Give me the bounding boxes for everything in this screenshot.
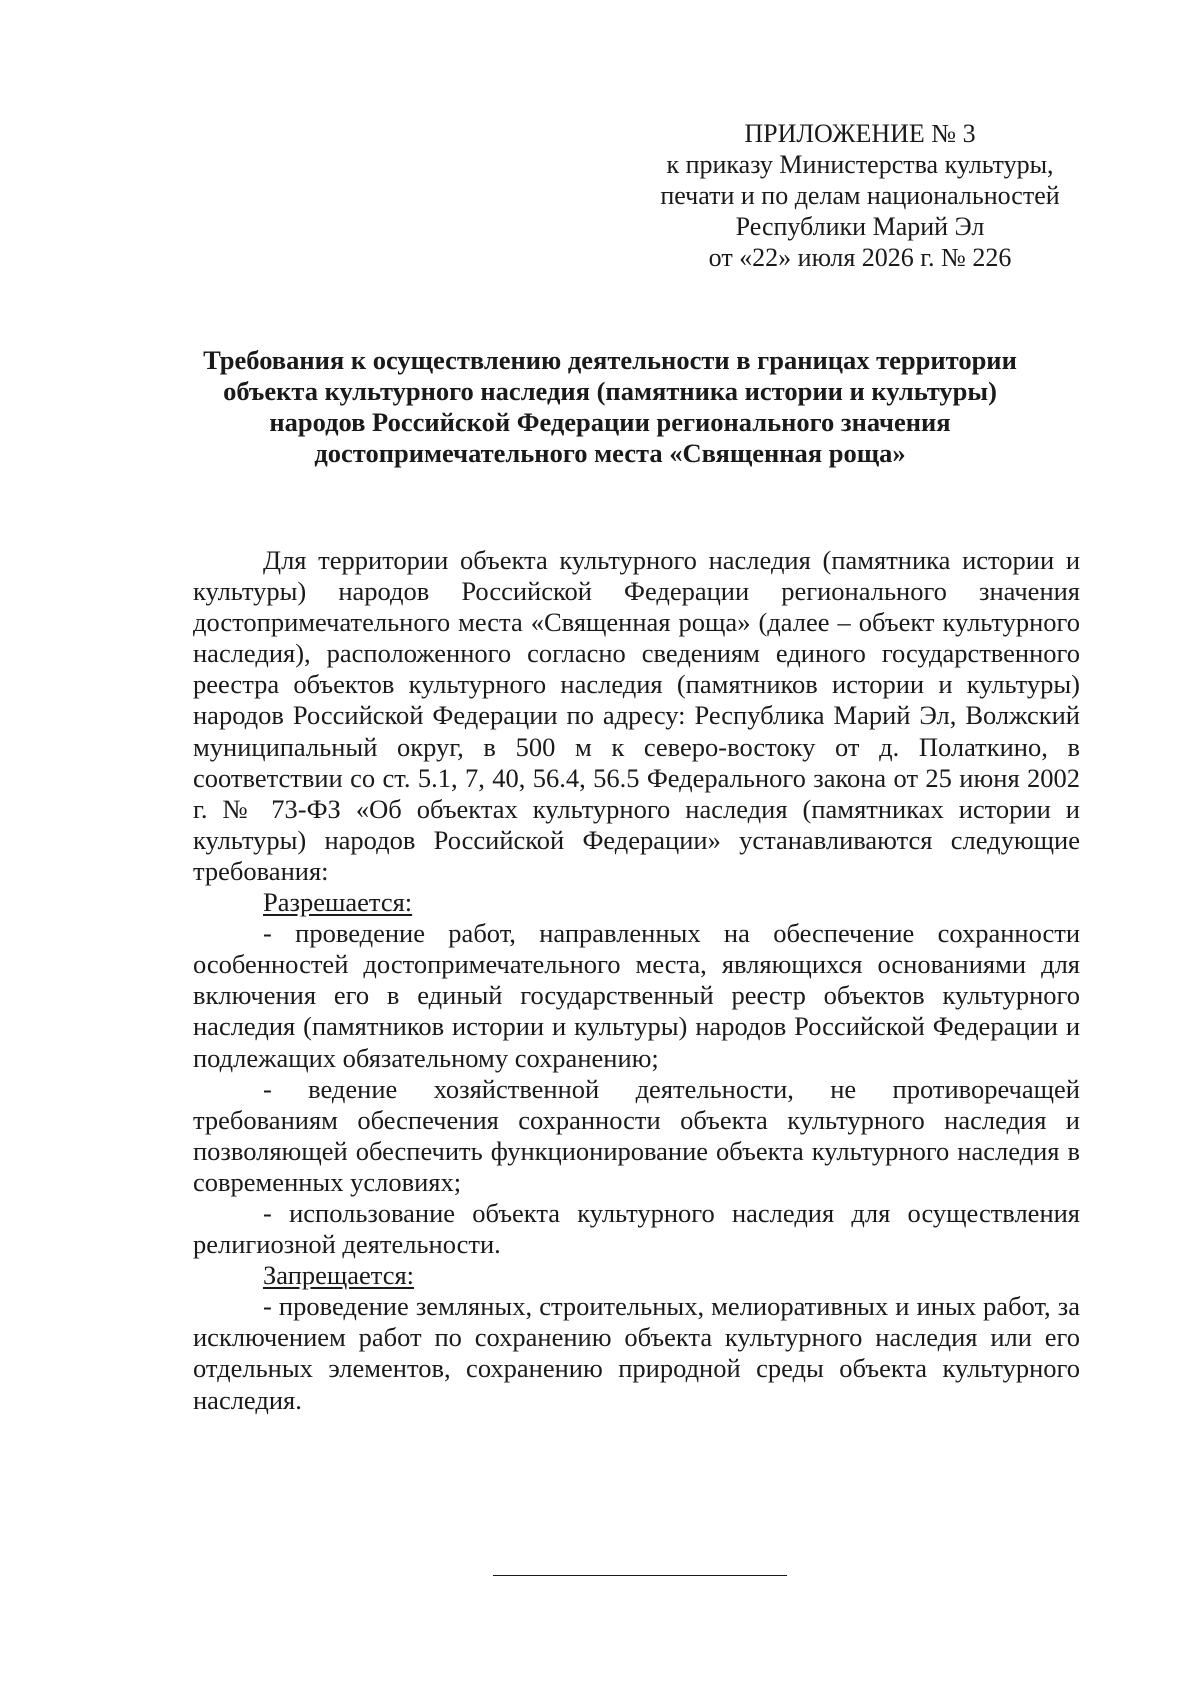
appendix-header: [600, 118, 1120, 273]
title-line: народов Российской Федерации регионального значения: [269, 407, 951, 437]
document-title: [150, 345, 1070, 469]
allowed-heading: Разрешается:: [263, 887, 413, 918]
title-line: достопримечательного места «Священная роща»: [314, 438, 906, 468]
title-line: Требования к осуществлению деятельности в границах территории: [203, 345, 1017, 375]
intro-paragraph: Для территории объекта культурного наследия (памятника истории и культуры) народов Российской Федерации регионального значения достопримечательного места «Священная роща» (далее – объект культурного наследия), расположенного согласно сведениям единого государственного реестра объектов культурного наследия (памятников истории и культуры) народов Российской Федерации по адресу: Республика Марий Эл, Волжский муниципальный округ, в 500 м к северо-востоку от д. Полаткино, в соответствии со ст. 5.1, 7, 40, 56.4, 56.5 Федерального закона от 25 июня 2002 г. № 73-ФЗ «Об объектах культурного наследия (памятниках истории и культуры) народов Российской Федерации» устанавливаются следующие требования:: [193, 545, 1080, 886]
allowed-item: - проведение работ, направленных на обеспечение сохранности особенностей достопримечательного места, являющихся основаниями для включения его в единый государственный реестр объектов культурного наследия (памятников истории и культуры) народов Российской Федерации и подлежащих обязательному сохранению;: [193, 918, 1080, 1073]
title-line: объекта культурного наследия (памятника истории и культуры): [223, 376, 997, 406]
allowed-item: - использование объекта культурного наследия для осуществления религиозной деятельности.: [193, 1197, 1080, 1260]
closing-divider: [493, 1575, 787, 1576]
appendix-ministry-line: печати и по делам национальностей: [660, 181, 1060, 210]
forbidden-item: - проведение земляных, строительных, мелиоративных и иных работ, за исключением работ по сохранению объекта культурного наследия или его отдельных элементов, сохранению природной среды объекта культурного наследия.: [193, 1291, 1080, 1415]
appendix-republic-line: Республики Марий Эл: [735, 212, 985, 241]
appendix-date-line: от «22» июля 2026 г. № 226: [708, 243, 1012, 272]
allowed-item: - ведение хозяйственной деятельности, не противоречащей требованиям обеспечения сохранности объекта культурного наследия и позволяющей обеспечить функционирование объекта культурного наследия в современных условиях;: [193, 1073, 1080, 1197]
appendix-order-line: к приказу Министерства культуры,: [666, 150, 1054, 179]
appendix-number: ПРИЛОЖЕНИЕ № 3: [744, 119, 976, 148]
document-body: [193, 545, 1080, 1416]
forbidden-heading: Запрещается:: [263, 1260, 415, 1291]
